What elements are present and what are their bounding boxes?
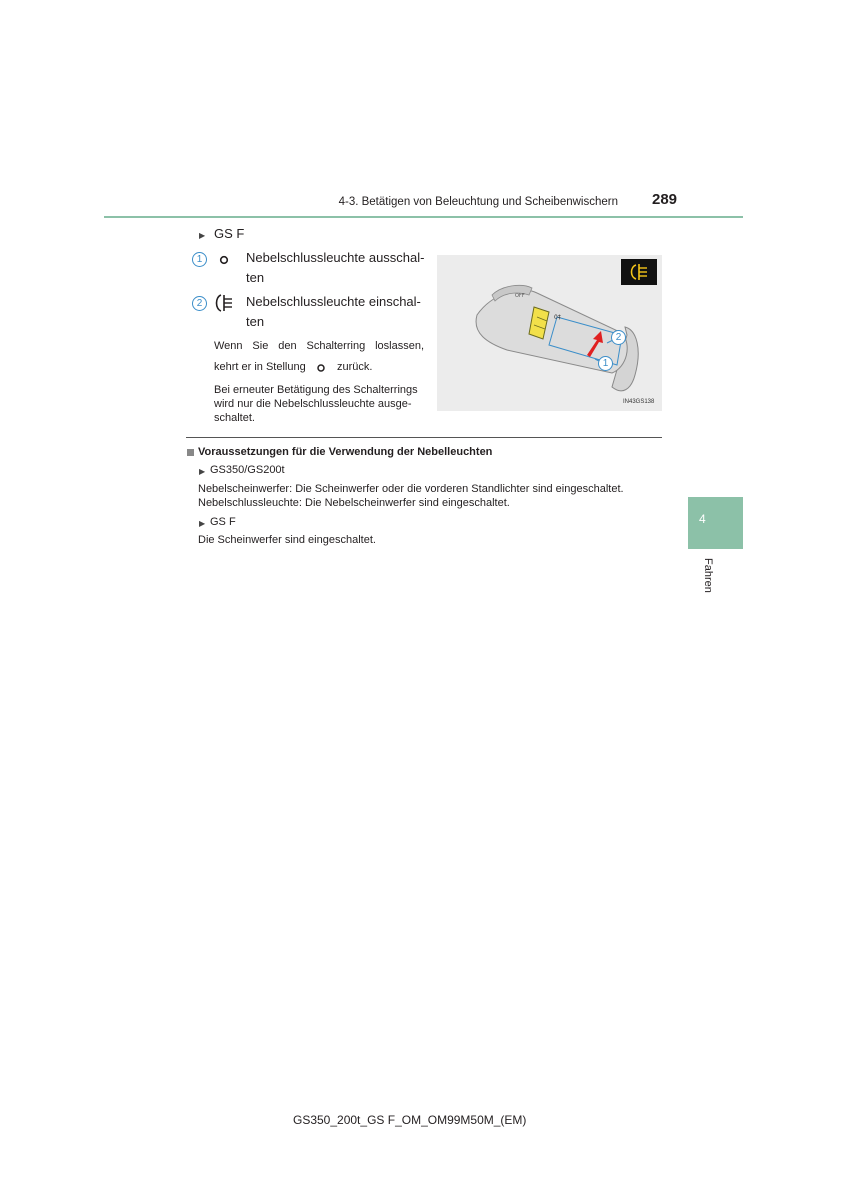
prereq-heading: Voraussetzungen für die Verwendung der Nebelleuchten bbox=[198, 446, 493, 458]
note-1-line1: Wenn Sie den Schalterring loslassen, bbox=[214, 340, 424, 352]
header-rule bbox=[104, 216, 743, 218]
note-2-line2: wird nur die Nebelschlussleuchte ausge- bbox=[214, 398, 412, 410]
item-1-text-line1: Nebelschlussleuchte ausschal- bbox=[246, 250, 425, 265]
prereq-line-3: Die Scheinwerfer sind eingeschaltet. bbox=[198, 534, 376, 546]
prereq-line-1: Nebelscheinwerfer: Die Scheinwerfer oder die vorderen Standlichter sind eingeschaltet. bbox=[198, 483, 624, 495]
callout-2: 2 bbox=[611, 330, 626, 345]
chapter-tab bbox=[688, 497, 743, 549]
page-number: 289 bbox=[652, 191, 678, 208]
callout-1: 1 bbox=[598, 356, 613, 371]
footer-code: GS350_200t_GS F_OM_OM99M50M_(EM) bbox=[293, 1113, 527, 1127]
section-divider bbox=[186, 437, 662, 438]
item-number-2: 2 bbox=[192, 296, 207, 311]
svg-text:0‡: 0‡ bbox=[554, 314, 561, 321]
item-2-text-line1: Nebelschlussleuchte einschal- bbox=[246, 294, 421, 309]
prereq-model-2: GS F bbox=[210, 516, 236, 528]
bullet-triangle-icon: ▶ bbox=[199, 519, 206, 528]
chapter-tab-label: Fahren bbox=[702, 558, 714, 593]
fog-off-icon bbox=[219, 255, 229, 265]
item-2-text-line2: ten bbox=[246, 314, 265, 329]
note-2-line3: schaltet. bbox=[214, 412, 255, 424]
note-1-line2a: kehrt er in Stellung bbox=[214, 361, 306, 373]
item-number-1: 1 bbox=[192, 252, 207, 267]
svg-text:OFF: OFF bbox=[515, 293, 525, 299]
prereq-model-1: GS350/GS200t bbox=[210, 464, 285, 476]
item-1-text-line2: ten bbox=[246, 270, 265, 285]
bullet-triangle-icon: ▶ bbox=[199, 231, 206, 240]
switch-illustration bbox=[437, 255, 662, 411]
chapter-tab-number: 4 bbox=[699, 512, 706, 526]
model-label: GS F bbox=[214, 226, 245, 241]
note-2-line1: Bei erneuter Betätigung des Schalterrings bbox=[214, 384, 418, 396]
section-square-icon bbox=[187, 449, 194, 456]
prereq-line-2: Nebelschlussleuchte: Die Nebelscheinwerfer sind eingeschaltet. bbox=[198, 497, 510, 509]
running-header-title: 4-3. Betätigen von Beleuchtung und Scheibenwischern bbox=[338, 196, 618, 208]
bullet-triangle-icon: ▶ bbox=[199, 467, 206, 476]
note-1-line2b: zurück. bbox=[337, 361, 373, 373]
rear-fog-light-icon bbox=[212, 293, 238, 313]
figure-id: IN43GS138 bbox=[623, 399, 655, 405]
fog-off-position-icon bbox=[316, 363, 326, 373]
indicator-panel bbox=[621, 259, 657, 285]
rear-fog-indicator-icon bbox=[621, 259, 657, 285]
